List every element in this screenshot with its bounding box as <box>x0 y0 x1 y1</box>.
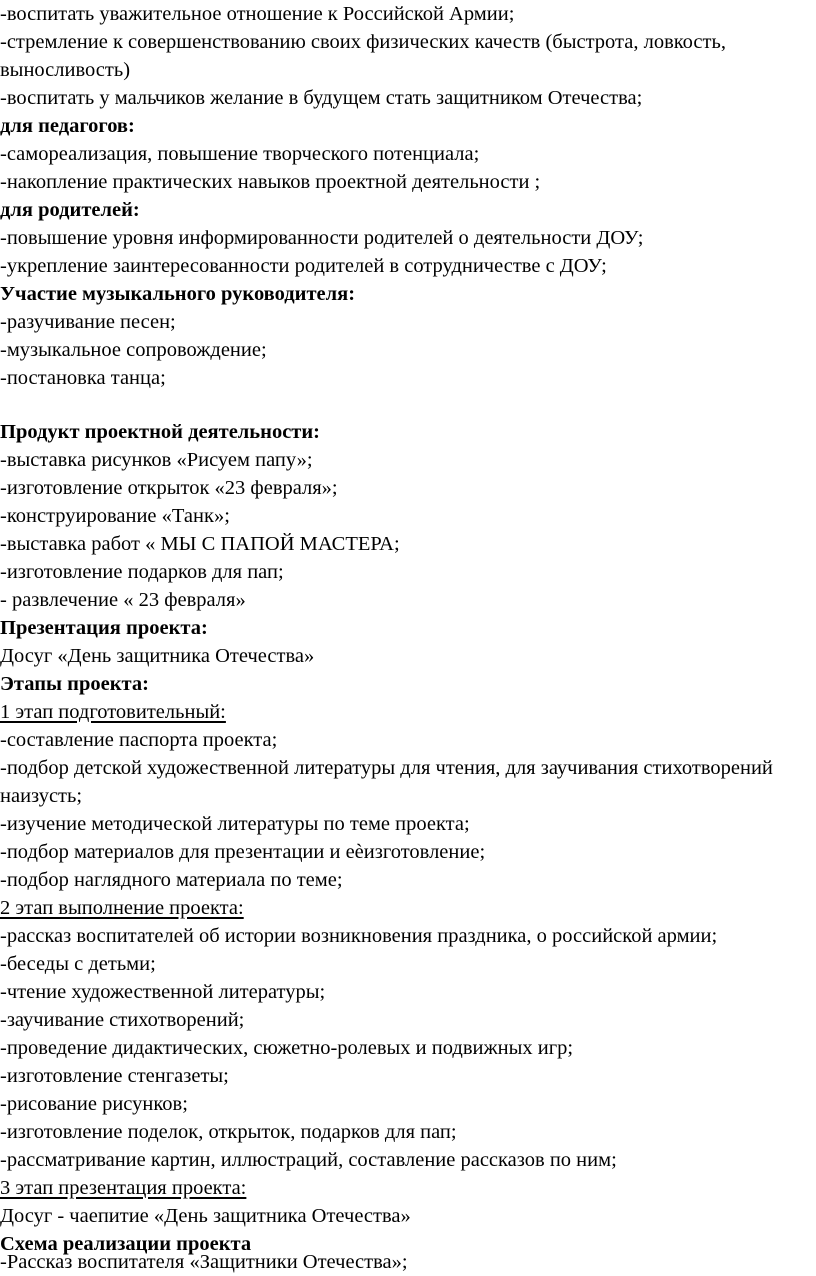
text-line: -изготовление открыток «23 февраля»; <box>0 477 338 499</box>
text-line: -укрепление заинтересованности родителей в сотрудничестве с ДОУ; <box>0 255 607 277</box>
text-line: -конструирование «Танк»; <box>0 505 230 527</box>
text-line: -изучение методической литературы по теме проекта; <box>0 813 470 835</box>
text-line: -подбор детской художественной литературы для чтения, для заучивания стихотворений <box>0 757 773 779</box>
text-line: -накопление практических навыков проектной деятельности ; <box>0 171 541 193</box>
section-heading: для педагогов: <box>0 115 135 137</box>
section-heading: для родителей: <box>0 199 140 221</box>
text-line: -воспитать уважительное отношение к Российской Армии; <box>0 3 515 25</box>
stage-heading: 3 этап презентация проекта: <box>0 1177 247 1199</box>
text-line: Досуг «День защитника Отечества» <box>0 645 315 667</box>
text-line: Досуг - чаепитие «День защитника Отечества» <box>0 1205 411 1227</box>
text-line: -постановка танца; <box>0 367 166 389</box>
text-line: -чтение художественной литературы; <box>0 981 326 1003</box>
text-line: -выставка рисунков «Рисуем папу»; <box>0 449 313 471</box>
section-heading: Этапы проекта: <box>0 673 149 695</box>
text-line: -составление паспорта проекта; <box>0 729 278 751</box>
text-line: -самореализация, повышение творческого потенциала; <box>0 143 480 165</box>
text-line: - развлечение « 23 февраля» <box>0 589 246 611</box>
text-line: -заучивание стихотворений; <box>0 1009 245 1031</box>
text-line: -стремление к совершенствованию своих физических качеств (быстрота, ловкость, <box>0 31 726 53</box>
section-heading: Продукт проектной деятельности: <box>0 421 321 443</box>
text-line: -изготовление подарков для пап; <box>0 561 284 583</box>
text-line: -подбор наглядного материала по теме; <box>0 869 343 891</box>
text-line: -изготовление поделок, открыток, подарков для пап; <box>0 1121 457 1143</box>
text-line: -подбор материалов для презентации и еѐизготовление; <box>0 841 486 863</box>
text-line: -беседы с детьми; <box>0 953 156 975</box>
stage-heading: 2 этап выполнение проекта: <box>0 897 244 919</box>
text-line: -выставка работ « МЫ С ПАПОЙ МАСТЕРА; <box>0 533 400 555</box>
text-line: наизусть; <box>0 785 83 807</box>
section-heading: Участие музыкального руководителя: <box>0 283 356 305</box>
text-line: выносливость) <box>0 59 131 81</box>
section-heading: Схема реализации проекта <box>0 1233 252 1255</box>
text-line: -повышение уровня информированности родителей о деятельности ДОУ; <box>0 227 644 249</box>
text-line: -изготовление стенгазеты; <box>0 1065 229 1087</box>
text-line: -рассказ воспитателей об истории возникновения праздника, о российской армии; <box>0 925 718 947</box>
text-line: -рассматривание картин, иллюстраций, составление рассказов по ним; <box>0 1149 617 1171</box>
text-line: -воспитать у мальчиков желание в будущем стать защитником Отечества; <box>0 87 643 109</box>
stage-heading: 1 этап подготовительный: <box>0 701 226 723</box>
text-line: -Рассказ воспитателя «Защитники Отечества»; <box>0 1251 408 1273</box>
text-line: -проведение дидактических, сюжетно-ролевых и подвижных игр; <box>0 1037 574 1059</box>
section-heading: Презентация проекта: <box>0 617 208 639</box>
text-line: -рисование рисунков; <box>0 1093 188 1115</box>
text-line: -разучивание песен; <box>0 311 176 333</box>
text-line: -музыкальное сопровождение; <box>0 339 267 361</box>
